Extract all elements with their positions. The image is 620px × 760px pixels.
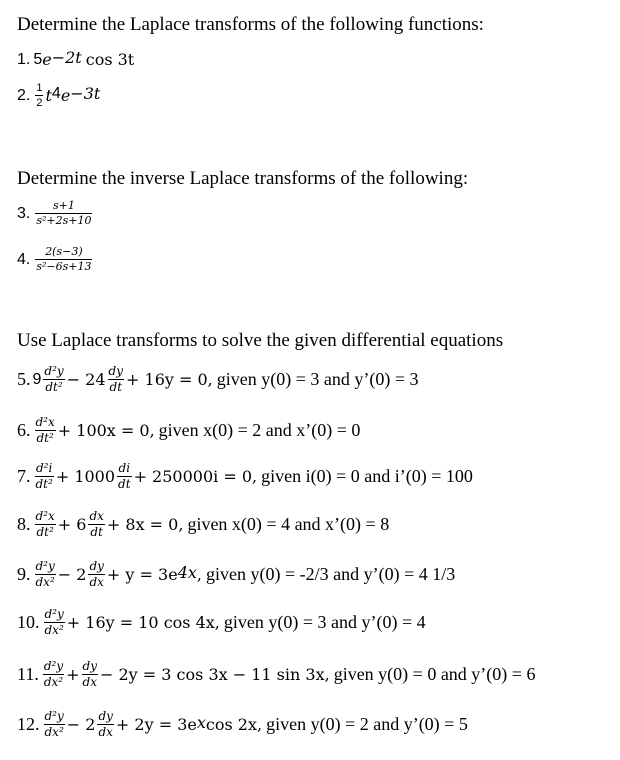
problem-number: 3. [17,204,31,222]
fraction-numerator: d²i [35,461,53,475]
fraction-denominator: dx² [44,623,64,637]
section3-heading: Use Laplace transforms to solve the given differential equations [17,330,504,351]
problem-2 [17,82,100,109]
first-derivative [97,710,113,739]
operator: + [66,665,80,684]
second-derivative [44,608,65,637]
problem-number: 2. [17,86,31,104]
equation-rest: + 16y = 10 cos 4x, [66,613,220,632]
section2-heading: Determine the inverse Laplace transforms of the following: [17,168,469,189]
fraction-denominator: dt² [35,477,53,491]
fraction-numerator: 2(s−3) [45,245,83,258]
exponent: 4x [177,563,197,582]
base: e [60,86,71,105]
fraction-numerator: dy [98,709,113,723]
fraction-denominator: 2 [36,97,43,109]
fraction-numerator: dx [89,509,104,523]
problem-3 [17,200,94,227]
initial-conditions: given x(0) = 2 and x’(0) = 0 [158,420,361,440]
fraction-numerator: dy [82,659,97,673]
problem-number: 11. [17,664,39,684]
problem-9 [17,560,455,589]
fraction-denominator: dx [82,675,97,689]
fraction-numerator: d²y [44,709,64,723]
fraction-bar [35,95,43,96]
operator: − 2 [66,715,96,734]
fraction-denominator: s²−6s+13 [36,260,92,273]
fraction-numerator: dy [108,364,124,378]
first-derivative [108,365,124,394]
fraction-denominator: dx² [35,575,55,589]
second-derivative [44,710,65,739]
problem-number: 4. [17,250,31,268]
coefficient: 9 [32,370,42,388]
fraction-numerator: dy [89,559,104,573]
problem-number: 12. [17,714,40,734]
initial-conditions: given i(0) = 0 and i’(0) = 100 [261,466,473,486]
exponent: −2t [51,48,82,67]
coefficient: 5 [33,50,43,68]
problem-number: 10. [17,612,40,632]
operator: − 2 [57,565,87,584]
first-derivative [88,510,104,539]
fraction-numerator: d²y [44,607,64,621]
fraction-numerator: s+1 [52,199,75,212]
first-derivative [82,660,98,689]
problem-7 [17,462,473,491]
problem-10 [17,608,426,637]
fraction-numerator: d²y [43,659,64,673]
second-derivative [35,416,56,445]
fraction [35,200,92,227]
first-derivative [88,560,104,589]
initial-conditions: given y(0) = 0 and y’(0) = 6 [333,664,536,684]
fraction-numerator: 1 [36,82,43,94]
fraction-denominator: dt [118,477,131,491]
initial-conditions: given y(0) = 2 and y’(0) = 5 [266,714,468,734]
second-derivative [35,560,56,589]
operator: + 6 [57,515,87,534]
fraction-denominator: dt² [36,431,54,445]
base: e [42,50,52,69]
fraction-denominator: dt [90,525,103,539]
fraction [35,82,43,109]
problem-4 [17,246,94,273]
fraction-denominator: dx [89,575,104,589]
problem-1 [17,50,134,69]
fraction-denominator: s²+2s+10 [36,214,92,227]
fraction-denominator: dx [98,725,113,739]
initial-conditions: given y(0) = 3 and y’(0) = 3 [216,369,419,389]
problem-number: 5. [17,369,31,389]
fraction-denominator: dx² [44,725,64,739]
initial-conditions: given y(0) = -2/3 and y’(0) = 4 1/3 [205,564,456,584]
fraction-denominator: dt [109,380,123,394]
power: 4 [51,84,61,102]
second-derivative [43,365,64,394]
fraction-denominator: dx² [43,675,64,689]
operator: + 1000 [55,467,116,486]
fraction-numerator: d²x [35,509,55,523]
fraction-denominator: dt² [45,380,63,394]
equation-rest-tail: cos 2x, [205,715,263,734]
second-derivative [35,510,56,539]
fraction-denominator: dt² [36,525,54,539]
problem-8 [17,510,389,539]
initial-conditions: given y(0) = 3 and y’(0) = 4 [223,612,426,632]
fraction-numerator: d²y [44,364,64,378]
equation-rest: + 2y = 3e [115,715,197,734]
problem-number: 6. [17,420,31,440]
fraction-numerator: d²y [35,559,55,573]
equation-rest: + 250000i = 0, [133,467,258,486]
equation-rest: + 8x = 0, [106,515,184,534]
operator: − 24 [66,370,106,389]
exponent: x [196,713,206,732]
problem-6 [17,416,360,445]
problem-12 [17,710,468,739]
trig-term: cos 3t [85,50,135,69]
problem-11 [17,660,535,689]
equation-rest-tail: , [196,565,202,584]
problem-number: 7. [17,466,31,486]
problem-number: 8. [17,514,31,534]
variable: t [45,86,52,105]
equation-rest: + 100x = 0, [57,421,155,440]
fraction [35,246,92,273]
problem-number: 9. [17,564,31,584]
initial-conditions: given x(0) = 4 and x’(0) = 8 [187,514,390,534]
equation-rest: − 2y = 3 cos 3x − 11 sin 3x, [100,665,330,684]
second-derivative [35,462,54,491]
section1-heading: Determine the Laplace transforms of the following functions: [17,14,484,35]
second-derivative [43,660,64,689]
problem-number: 1. [17,50,31,68]
first-derivative [117,462,132,491]
fraction-numerator: d²x [35,415,55,429]
equation-rest: + 16y = 0, [126,370,213,389]
fraction-numerator: di [118,461,131,475]
equation-rest: + y = 3e [106,565,178,584]
exponent: −3t [70,84,101,103]
problem-5 [17,365,419,394]
